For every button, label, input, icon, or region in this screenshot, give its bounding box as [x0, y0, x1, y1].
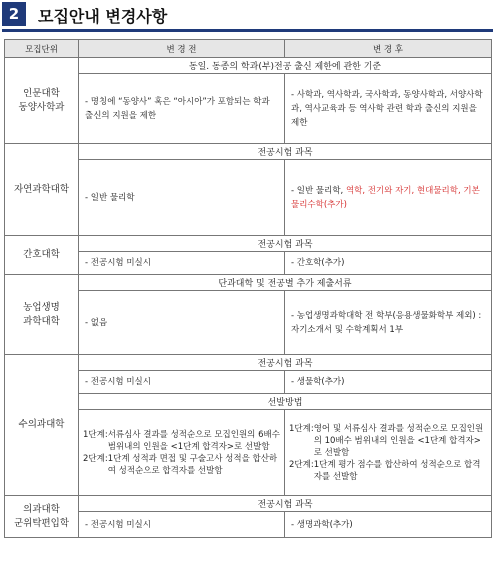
table-header-row: [5, 40, 492, 58]
after-cell: [285, 410, 492, 496]
after-cell: - 생명과학(추가): [285, 512, 492, 538]
subhead: 전공시험 과목: [79, 355, 492, 371]
section-number: 2: [2, 2, 26, 26]
stage-1: [83, 429, 280, 453]
stage-text: 영어 및 서류심사 결과를 성적순으로 모집인원의 10배수 범위내의 인원을 <1단계 합격자>로 선발함: [313, 423, 484, 458]
college-name: 인문대학: [23, 87, 60, 99]
subhead: 동일. 동종의 학과(부)전공 출신 제한에 관한 기준: [79, 58, 492, 74]
stage-text: 1단계 성적과 면접 및 구술고사 성적을 합산하여 성적순으로 합격자를 선발함: [107, 453, 278, 476]
after-cell: - 생물학(추가): [285, 371, 492, 394]
stage-label: 1단계:: [289, 423, 314, 434]
stage-label: 2단계:: [83, 453, 108, 464]
after-cell: [285, 160, 492, 236]
subhead: 단과대학 및 전공별 추가 제출서류: [79, 275, 492, 291]
before-cell: - 전공시험 미실시: [79, 252, 285, 275]
after-text: - 일반 물리학,: [291, 185, 346, 196]
college-name-line1: 의과대학: [23, 503, 60, 515]
before-cell: - 없음: [79, 291, 285, 355]
section-title: 모집안내 변경사항: [38, 7, 168, 26]
stage-1: [289, 423, 487, 459]
after-cell: - 사학과, 역사학과, 국사학과, 동양사학과, 서양사학과, 역사교육과 등 역사학 관련 학과 출신의 지원을 제한: [285, 74, 492, 144]
college-science: 자연과학대학: [5, 144, 79, 236]
section-header: [2, 2, 493, 32]
college-name-line1: 농업생명: [23, 301, 60, 313]
after-cell: - 농업생명과학대학 전 학부(응용생물화학부 제외) : 자기소개서 및 수학계획서 1부: [285, 291, 492, 355]
before-cell: - 전공시험 미실시: [79, 371, 285, 394]
subhead: 선발방법: [79, 394, 492, 410]
before-cell: - 일반 물리학: [79, 160, 285, 236]
subhead: 전공시험 과목: [79, 144, 492, 160]
college-nursing: 간호대학: [5, 236, 79, 275]
stage-label: 1단계:: [83, 429, 108, 440]
changes-table: [4, 39, 492, 538]
stage-text: 1단계 평가 점수를 합산하여 성적순으로 합격자를 선발함: [313, 459, 481, 482]
stage-2: [289, 459, 487, 483]
subhead: 전공시험 과목: [79, 236, 492, 252]
college-name-line2: 군위탁편입학: [13, 517, 70, 529]
added-subjects: 역학, 전기와 자기, 현대물리학, 기본 물리수학(추가): [291, 185, 480, 210]
before-cell: - 전공시험 미실시: [79, 512, 285, 538]
header-after: 변 경 후: [285, 40, 492, 58]
college-name-line2: 과학대학: [23, 315, 60, 327]
header-before: 변 경 전: [79, 40, 285, 58]
before-cell: - 명칭에 “동양사” 혹은 “아시아”가 포함되는 학과 출신의 지원을 제한: [79, 74, 285, 144]
college-veterinary: 수의과대학: [5, 355, 79, 496]
college-agriculture: [5, 275, 79, 355]
stage-label: 2단계:: [289, 459, 314, 470]
after-cell: - 간호학(추가): [285, 252, 492, 275]
stage-2: [83, 453, 280, 477]
dept-name: 동양사학과: [18, 101, 65, 113]
stage-text: 서류심사 결과를 성적순으로 모집인원의 6배수 범위내의 인원을 <1단계 합격자>로 선발함: [107, 429, 280, 452]
college-medicine: [5, 496, 79, 538]
subhead: 전공시험 과목: [79, 496, 492, 512]
college-humanities: [5, 58, 79, 144]
header-unit: 모집단위: [5, 40, 79, 58]
before-cell: [79, 410, 285, 496]
